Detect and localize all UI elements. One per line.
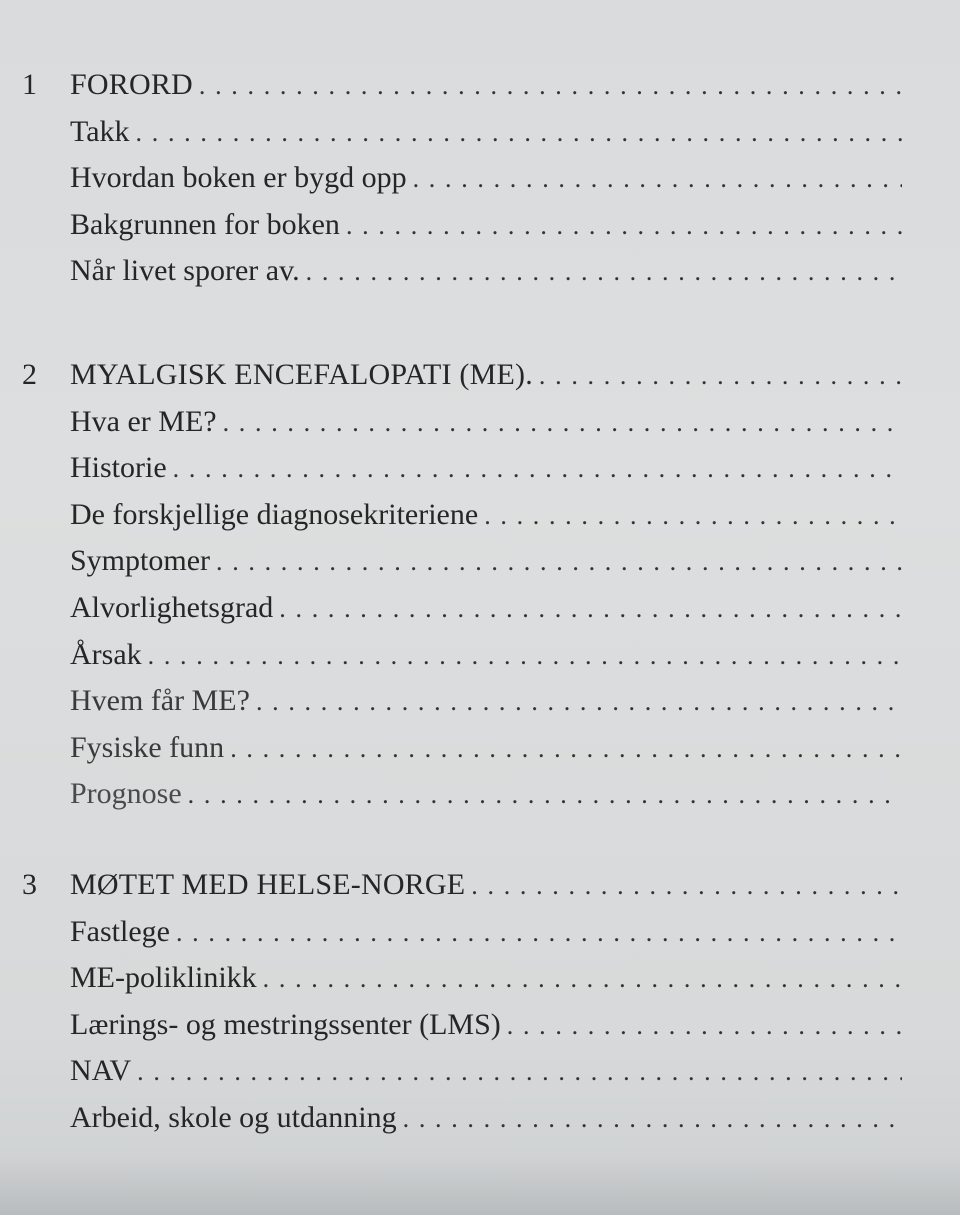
dot-leader bbox=[173, 446, 902, 493]
chapter-2 bbox=[0, 352, 960, 818]
toc-entry bbox=[0, 1002, 960, 1049]
dot-leader bbox=[279, 586, 902, 633]
toc-entry-label: Arbeid, skole og utdanning bbox=[70, 1100, 397, 1134]
chapter-3 bbox=[0, 862, 960, 1142]
chapter-heading bbox=[0, 862, 960, 909]
toc-entry bbox=[0, 109, 960, 156]
chapter-1 bbox=[0, 62, 960, 295]
dot-leader bbox=[471, 863, 902, 910]
dot-leader bbox=[216, 539, 902, 586]
chapter-title: FORORD bbox=[70, 68, 193, 101]
dot-leader bbox=[507, 1003, 902, 1050]
toc-entry-label: Lærings- og mestringssenter (LMS) bbox=[70, 1007, 501, 1041]
toc-entry-label: Når livet sporer av. bbox=[70, 254, 300, 287]
toc-entry bbox=[0, 492, 960, 539]
dot-leader bbox=[346, 203, 902, 250]
toc-entry bbox=[0, 771, 960, 818]
toc-entry-label: Symptomer bbox=[70, 544, 210, 578]
toc-entry-label: Takk bbox=[70, 114, 130, 148]
toc-entry-label: De forskjellige diagnosekriteriene bbox=[70, 497, 479, 531]
toc-entry bbox=[0, 155, 960, 202]
toc-entry-label: Alvorlighetsgrad bbox=[70, 590, 274, 624]
toc-entry bbox=[0, 585, 960, 632]
toc-entry-label: Hvem får ME? bbox=[70, 684, 250, 718]
chapter-number: 3 bbox=[22, 868, 37, 901]
toc-entry-label: Fastlege bbox=[70, 914, 170, 948]
chapter-heading bbox=[0, 62, 960, 109]
toc-entry bbox=[0, 1095, 960, 1142]
toc-entry bbox=[0, 909, 960, 956]
toc-entry bbox=[0, 202, 960, 249]
dot-leader bbox=[256, 679, 902, 726]
dot-leader bbox=[199, 63, 902, 110]
toc-entry-label: NAV bbox=[70, 1054, 132, 1088]
toc-entry-label: Bakgrunnen for boken bbox=[70, 207, 340, 241]
dot-leader bbox=[484, 493, 902, 540]
toc-entry bbox=[0, 248, 960, 295]
toc-entry-label: Årsak bbox=[70, 637, 142, 671]
dot-leader bbox=[176, 910, 902, 957]
dot-leader bbox=[306, 249, 902, 296]
dot-leader bbox=[148, 633, 902, 680]
chapter-title-line bbox=[70, 862, 902, 910]
dot-leader bbox=[230, 726, 902, 773]
toc-entry-label: Prognose bbox=[70, 777, 182, 811]
chapter-heading bbox=[0, 352, 960, 399]
dot-leader bbox=[137, 1049, 902, 1096]
toc-entry-label: Fysiske funn bbox=[70, 730, 225, 764]
toc-entry-label: ME-poliklinikk bbox=[70, 961, 257, 995]
dot-leader bbox=[223, 400, 902, 447]
chapter-number: 1 bbox=[22, 68, 37, 101]
dot-leader bbox=[136, 110, 902, 157]
chapter-title-line bbox=[70, 62, 902, 110]
toc-entry bbox=[0, 1048, 960, 1095]
dot-leader bbox=[188, 772, 902, 819]
toc-entry bbox=[0, 725, 960, 772]
toc-entry bbox=[0, 955, 960, 1002]
toc-entry-label: Historie bbox=[70, 451, 167, 485]
chapter-title: MYALGISK ENCEFALOPATI (ME). bbox=[70, 358, 533, 391]
dot-leader bbox=[539, 353, 902, 400]
dot-leader bbox=[413, 156, 902, 203]
chapter-title: MØTET MED HELSE-NORGE bbox=[70, 868, 466, 901]
dot-leader bbox=[403, 1096, 902, 1143]
chapter-title-line bbox=[70, 352, 902, 400]
dot-leader bbox=[263, 956, 902, 1003]
toc-entry-label: Hvordan boken er bygd opp bbox=[70, 161, 407, 194]
toc-entry bbox=[0, 632, 960, 679]
toc-entry bbox=[0, 538, 960, 585]
toc-entry bbox=[0, 399, 960, 446]
page-shadow bbox=[0, 1155, 960, 1215]
toc-entry bbox=[0, 445, 960, 492]
toc-entry bbox=[0, 678, 960, 725]
chapter-number: 2 bbox=[22, 358, 37, 391]
toc-entry-label: Hva er ME? bbox=[70, 404, 217, 438]
